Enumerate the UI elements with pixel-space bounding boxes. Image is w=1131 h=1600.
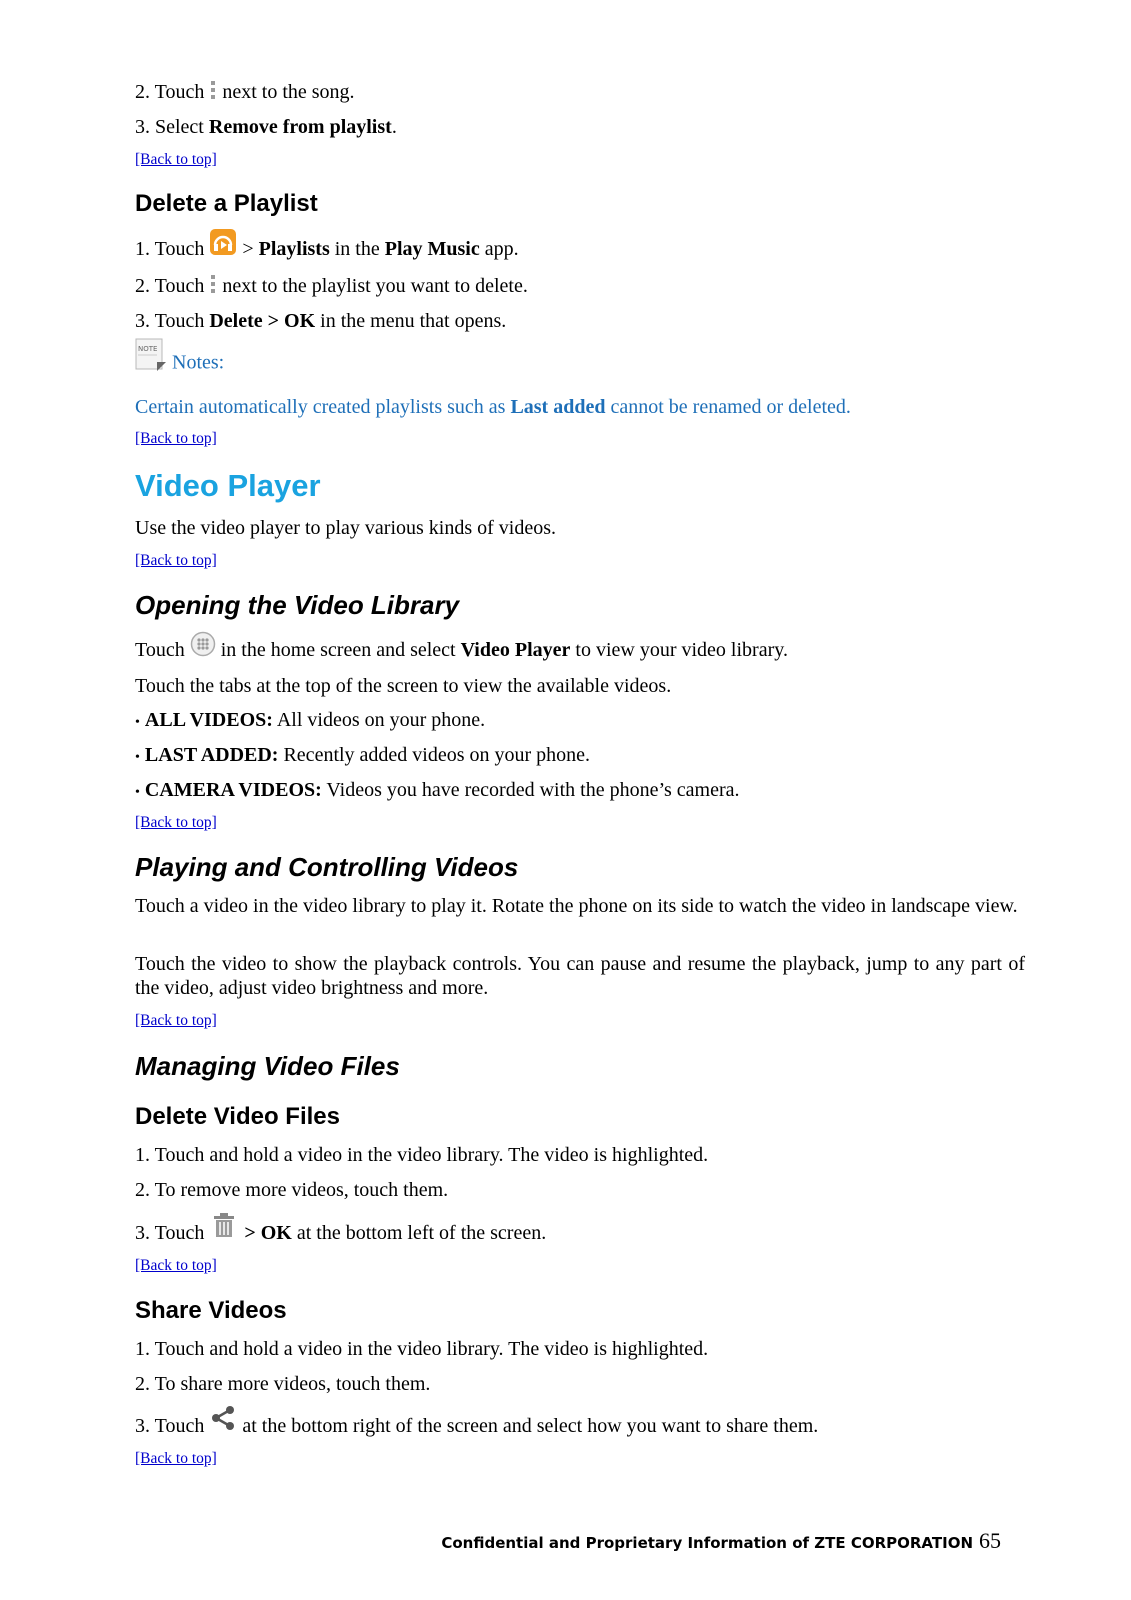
- heading-delete-playlist: Delete a Playlist: [135, 190, 318, 217]
- page-number: 65: [979, 1528, 1001, 1553]
- list-item: • LAST ADDED: Recently added videos on your phone.: [135, 744, 591, 766]
- back-to-top-link[interactable]: [Back to top]: [135, 1257, 217, 1274]
- note-icon: [135, 338, 167, 378]
- page-footer: [441, 1528, 1001, 1554]
- step-remove-from-playlist: 3. Select Remove from playlist.: [135, 116, 397, 138]
- back-to-top-link[interactable]: [Back to top]: [135, 814, 217, 831]
- delete-step-3: 3. Touch > OK at the bottom left of the screen.: [135, 1221, 546, 1245]
- back-to-top-link[interactable]: [Back to top]: [135, 552, 217, 569]
- heading-delete-video-files: Delete Video Files: [135, 1103, 340, 1130]
- delete-step-1: 1. Touch and hold a video in the video library. The video is highlighted.: [135, 1144, 709, 1166]
- back-to-top-link[interactable]: [Back to top]: [135, 151, 217, 168]
- step-open-playlists: 1. Touch > Playlists in the Play Music app.: [135, 237, 519, 262]
- apps-grid-icon: [190, 631, 216, 663]
- bullet: •: [135, 750, 140, 765]
- menu-dots-icon: [209, 80, 217, 106]
- back-to-top-link[interactable]: [Back to top]: [135, 1450, 217, 1467]
- list-item: • ALL VIDEOS: All videos on your phone.: [135, 709, 486, 731]
- notes-header: NOTE Notes:: [135, 350, 224, 378]
- list-item: • CAMERA VIDEOS: Videos you have recorded with the phone’s camera.: [135, 779, 740, 801]
- step-touch-menu-playlist: 2. Touch next to the playlist you want to delete.: [135, 274, 528, 300]
- bullet: •: [135, 715, 140, 730]
- back-to-top-link[interactable]: [Back to top]: [135, 430, 217, 447]
- heading-opening-library: Opening the Video Library: [135, 590, 460, 620]
- svg-text:NOTE: NOTE: [138, 345, 158, 353]
- note-text: Certain automatically created playlists such as Last added cannot be renamed or deleted.: [135, 396, 851, 418]
- playing-para-2: Touch the video to show the playback controls. You can pause and resume the playback, jump to any part of the video, adjust video brightness and more.: [135, 953, 1025, 999]
- share-step-2: 2. To share more videos, touch them.: [135, 1373, 431, 1395]
- share-icon: [209, 1404, 237, 1438]
- video-player-intro: Use the video player to play various kinds of videos.: [135, 517, 557, 539]
- share-step-3: 3. Touch at the bottom right of the screen and select how you want to share them.: [135, 1414, 818, 1438]
- delete-step-2: 2. To remove more videos, touch them.: [135, 1179, 449, 1201]
- playing-para-1: Touch a video in the video library to play it. Rotate the phone on its side to watch the video in landscape view.: [135, 895, 1018, 917]
- trash-icon: [213, 1212, 235, 1244]
- heading-managing-files: Managing Video Files: [135, 1051, 400, 1081]
- play-music-icon: [209, 228, 237, 262]
- menu-dots-icon: [209, 274, 217, 300]
- share-step-1: 1. Touch and hold a video in the video library. The video is highlighted.: [135, 1338, 709, 1360]
- step-delete-ok: 3. Touch Delete > OK in the menu that opens.: [135, 310, 507, 332]
- step-touch-menu-song: 2. Touch next to the song.: [135, 80, 355, 106]
- bullet: •: [135, 785, 140, 800]
- back-to-top-link[interactable]: [Back to top]: [135, 1012, 217, 1029]
- footer-text: Confidential and Proprietary Information of ZTE CORPORATION: [441, 1534, 973, 1552]
- opening-line-1: Touch in the home screen and select Video Player to view your video library.: [135, 638, 788, 663]
- heading-share-videos: Share Videos: [135, 1297, 287, 1324]
- heading-playing-controlling: Playing and Controlling Videos: [135, 852, 519, 882]
- opening-line-2: Touch the tabs at the top of the screen to view the available videos.: [135, 675, 672, 697]
- page-title: Video Player: [135, 468, 321, 503]
